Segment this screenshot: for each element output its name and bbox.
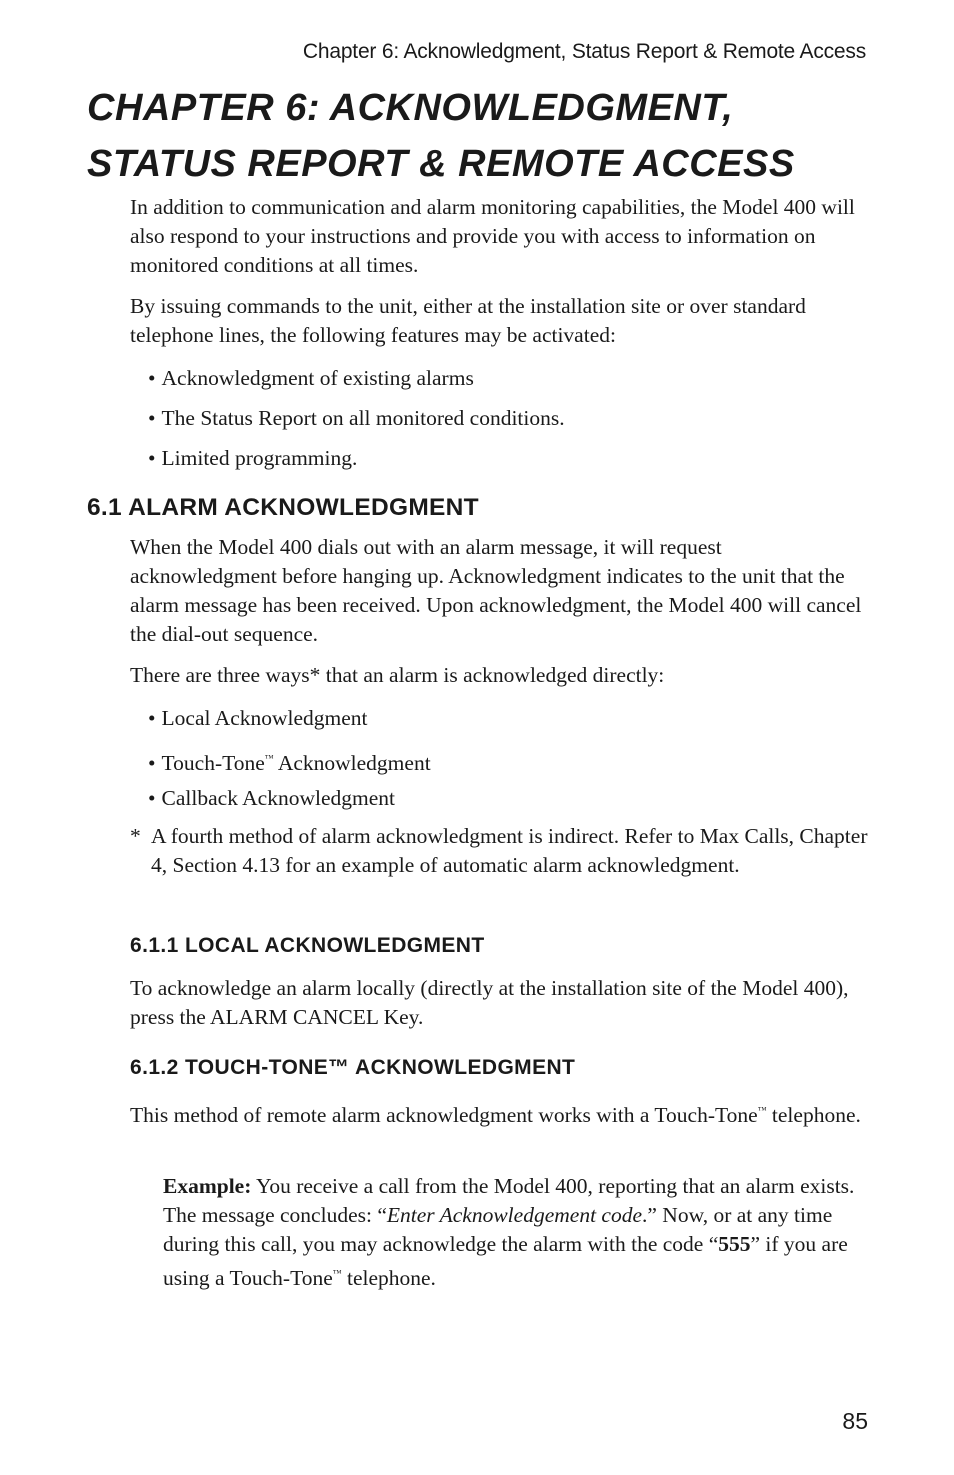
- bullet-icon: •: [148, 706, 156, 730]
- bullet-icon: •: [148, 446, 156, 470]
- example-label: Example:: [163, 1174, 252, 1198]
- feature-bullet-2: • The Status Report on all monitored conditions.: [148, 406, 565, 430]
- section-6-1-2-paragraph: This method of remote alarm acknowledgment works with a Touch-Tone™ telephone.: [130, 1103, 861, 1127]
- section-6-1-heading: 6.1 ALARM ACKNOWLEDGMENT: [87, 494, 479, 521]
- bullet-icon: •: [148, 406, 156, 430]
- page-number: 85: [842, 1408, 868, 1434]
- section-6-1-paragraph-1: When the Model 400 dials out with an alarm message, it will request acknowledgment before hanging up. Acknowledgment indicates to the unit that the alarm message has been received. Upon acknowledgment, the Model 400 will cancel the dial-out sequence.: [130, 535, 862, 646]
- trademark-mark: ™: [757, 1105, 767, 1115]
- section-6-1-1-paragraph: To acknowledge an alarm locally (directly at the installation site of the Model 400), press the ALARM CANCEL Key.: [130, 976, 849, 1029]
- footnote-marker: *: [130, 824, 141, 848]
- chapter-title: [87, 80, 887, 192]
- intro-paragraph-2: By issuing commands to the unit, either at the installation site or over standard telephone lines, the following features may be activated:: [130, 294, 806, 347]
- footnote-text: A fourth method of alarm acknowledgment is indirect. Refer to Max Calls, Chapter 4, Section 4.13 for an example of automatic alarm acknowledgment.: [151, 824, 868, 877]
- intro-paragraph-1: In addition to communication and alarm monitoring capabilities, the Model 400 will also respond to your instructions and provide you with access to information on monitored conditions at all times.: [130, 195, 855, 277]
- bullet-icon: •: [148, 751, 156, 775]
- section-6-1-paragraph-2: There are three ways* that an alarm is acknowledged directly:: [130, 663, 665, 687]
- chapter-title-line-2: STATUS REPORT & REMOTE ACCESS: [87, 143, 795, 185]
- trademark-mark: ™: [332, 1268, 342, 1278]
- feature-bullet-3: • Limited programming.: [148, 446, 358, 470]
- method-bullet-callback: • Callback Acknowledgment: [148, 786, 395, 810]
- footnote: [130, 822, 870, 880]
- section-6-1-2-heading: 6.1.2 TOUCH-TONE™ ACKNOWLEDGMENT: [130, 1056, 576, 1079]
- bullet-icon: •: [148, 366, 156, 390]
- chapter-title-line-1: CHAPTER 6: ACKNOWLEDGMENT,: [87, 87, 734, 129]
- method-bullet-local: • Local Acknowledgment: [148, 706, 368, 730]
- bullet-icon: •: [148, 786, 156, 810]
- method-bullet-touchtone: • Touch-Tone™ Acknowledgment: [148, 751, 431, 775]
- example-quote: Enter Acknowledgement code: [386, 1203, 642, 1227]
- section-6-1-1-heading: 6.1.1 LOCAL ACKNOWLEDGMENT: [130, 934, 485, 957]
- trademark-mark: ™: [264, 753, 274, 763]
- example-paragraph: Example: You receive a call from the Model 400, reporting that an alarm exists. The message concludes: “Enter Acknowledgement code.” Now, or at any time during this call, you may acknowledge the alarm with the code “555” if you are using a Touch-Tone™ telephone.: [163, 1174, 855, 1290]
- running-header: Chapter 6: Acknowledgment, Status Report & Remote Access: [302, 40, 866, 63]
- feature-bullet-1: • Acknowledgment of existing alarms: [148, 366, 474, 390]
- example-code: 555: [718, 1232, 751, 1256]
